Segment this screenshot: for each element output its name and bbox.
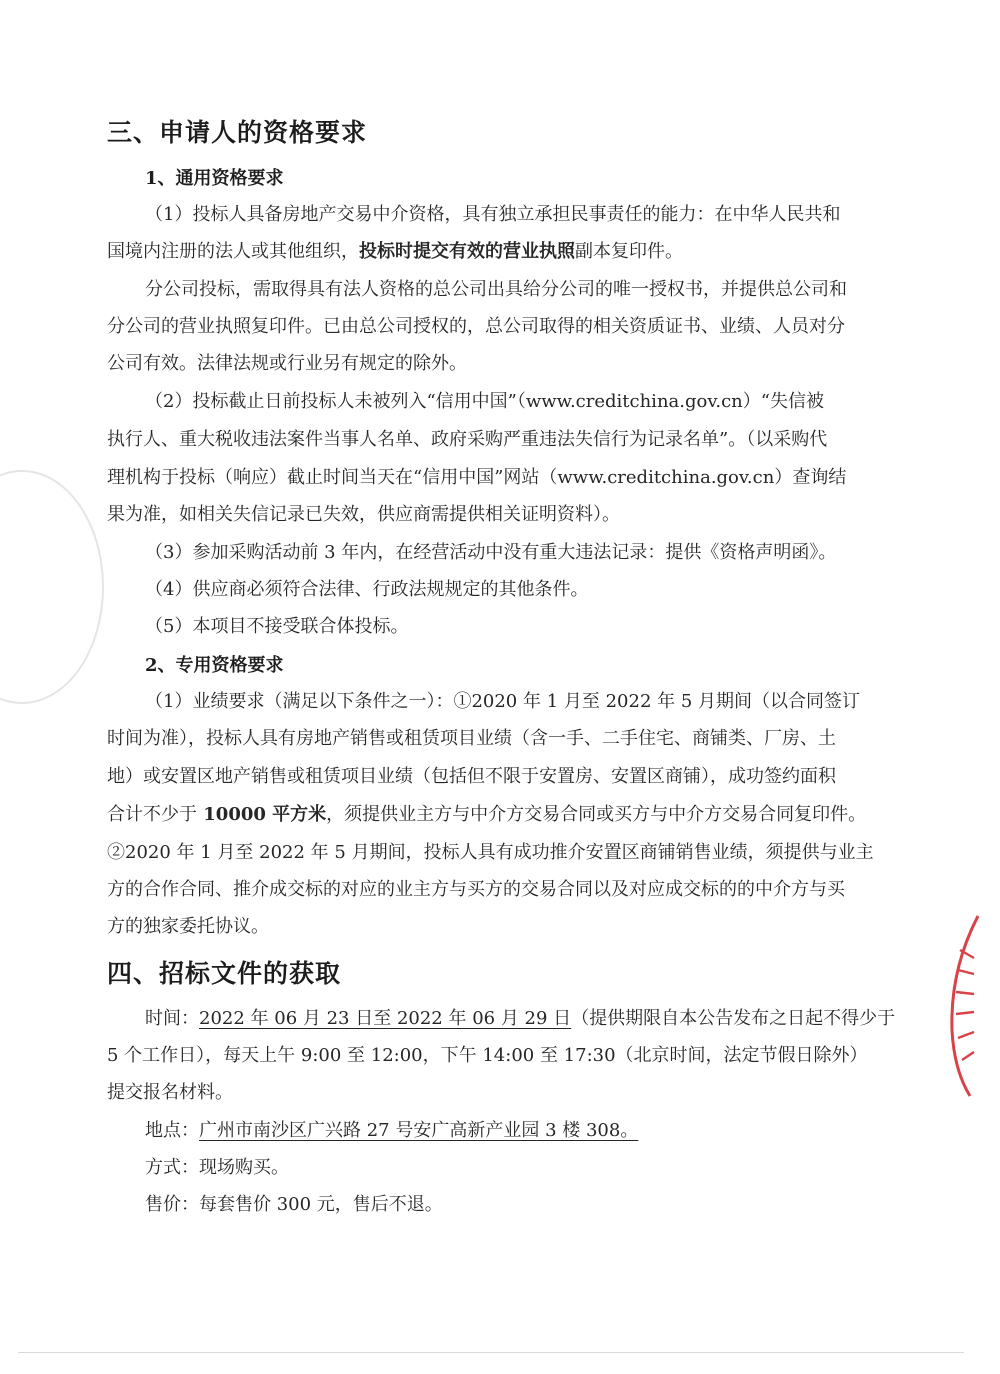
bold-text-run: 10000 平方米 — [197, 804, 327, 825]
price-value: 每套售价 300 元，售后不退。 — [199, 1194, 443, 1215]
text-run: 国境内注册的法人或其他组织， — [107, 241, 359, 262]
text-run: 副本复印件。 — [575, 241, 683, 262]
paragraph-line: （5）本项目不接受联合体投标。 — [145, 616, 409, 637]
red-seal-edge — [930, 910, 990, 1100]
paragraph-line: （1）投标人具备房地产交易中介资格，具有独立承担民事责任的能力：在中华人民共和 — [145, 204, 841, 225]
subsection-special-title: 2、专用资格要求 — [145, 655, 284, 676]
paragraph-line: （4）供应商必须符合法律、行政法规规定的其他条件。 — [145, 579, 589, 600]
bold-text-run: 投标时提交有效的营业执照 — [359, 241, 575, 262]
text-run: （提供期限自本公告发布之日起不得少于 — [571, 1008, 896, 1029]
paragraph-line: （2）投标截止日前投标人未被列入“信用中国”（www.creditchina.gov.cn）“失信被 — [145, 391, 824, 412]
paragraph-line: 提交报名材料。 — [107, 1082, 233, 1103]
paragraph-line — [145, 1005, 901, 1033]
paragraph-line: （3）参加采购活动前 3 年内，在经营活动中没有重大违法记录：提供《资格声明函》。 — [145, 542, 837, 563]
field-label: 方式： — [145, 1157, 199, 1178]
subsection-general-title: 1、通用资格要求 — [145, 168, 284, 189]
text-run: ，须提供业主方与中介方交易合同或买方与中介方交易合同复印件。 — [326, 804, 867, 825]
paragraph-line: 分公司的营业执照复印件。已由总公司授权的，总公司取得的相关资质证书、业绩、人员对分 — [107, 316, 845, 337]
text-run: 合计不少于 — [107, 804, 197, 825]
paragraph-line: ②2020 年 1 月至 2022 年 5 月期间，投标人具有成功推介安置区商铺销售业绩，须提供与业主 — [107, 842, 874, 863]
paragraph-line: 理机构于投标（响应）截止时间当天在“信用中国”网站（www.creditchina.gov.cn）查询结 — [107, 467, 847, 488]
method-value: 现场购买。 — [199, 1157, 289, 1178]
paragraph-line: 果为准，如相关失信记录已失效，供应商需提供相关证明资料）。 — [107, 504, 620, 525]
paragraph-line — [107, 238, 901, 266]
paragraph-line: 方的合作合同、推介成交标的对应的业主方与买方的交易合同以及对应成交标的的中介方与买 — [107, 879, 845, 900]
page-bottom-edge — [18, 1352, 964, 1353]
field-label: 时间： — [145, 1008, 199, 1029]
paragraph-line: 5 个工作日），每天上午 9:00 至 12:00，下午 14:00 至 17:30（北京时间，法定节假日除外） — [107, 1045, 868, 1066]
field-label: 地点： — [145, 1120, 199, 1141]
paragraph-line: 地）或安置区地产销售或租赁项目业绩（包括但不限于安置房、安置区商铺），成功签约面积 — [107, 766, 836, 787]
paragraph-line: 执行人、重大税收违法案件当事人名单、政府采购严重违法失信行为记录名单”。（以采购代 — [107, 429, 828, 450]
time-value: 2022 年 06 月 23 日至 2022 年 06 月 29 日 — [199, 1008, 572, 1029]
paragraph-line: 公司有效。法律法规或行业另有规定的除外。 — [107, 353, 467, 374]
place-value: 广州市南沙区广兴路 27 号安广高新产业园 3 楼 308。 — [199, 1120, 639, 1141]
paragraph-line: 方的独家委托协议。 — [107, 916, 269, 937]
paragraph-line — [145, 1117, 901, 1145]
section-4-title: 四、招标文件的获取 — [107, 959, 342, 988]
paragraph-line: 时间为准），投标人具有房地产销售或租赁项目业绩（含一手、二手住宅、商铺类、厂房、土 — [107, 728, 836, 749]
section-3-title: 三、申请人的资格要求 — [107, 118, 368, 147]
paragraph-line: 分公司投标，需取得具有法人资格的总公司出具给分公司的唯一授权书，并提供总公司和 — [145, 279, 847, 300]
paragraph-line — [107, 801, 901, 829]
paragraph-line — [145, 1191, 901, 1219]
paragraph-line: （1）业绩要求（满足以下条件之一）：①2020 年 1 月至 2022 年 5 月期间（以合同签订 — [145, 691, 861, 712]
paragraph-line — [145, 1154, 901, 1182]
faded-seal-left — [0, 470, 104, 704]
field-label: 售价： — [145, 1194, 199, 1215]
